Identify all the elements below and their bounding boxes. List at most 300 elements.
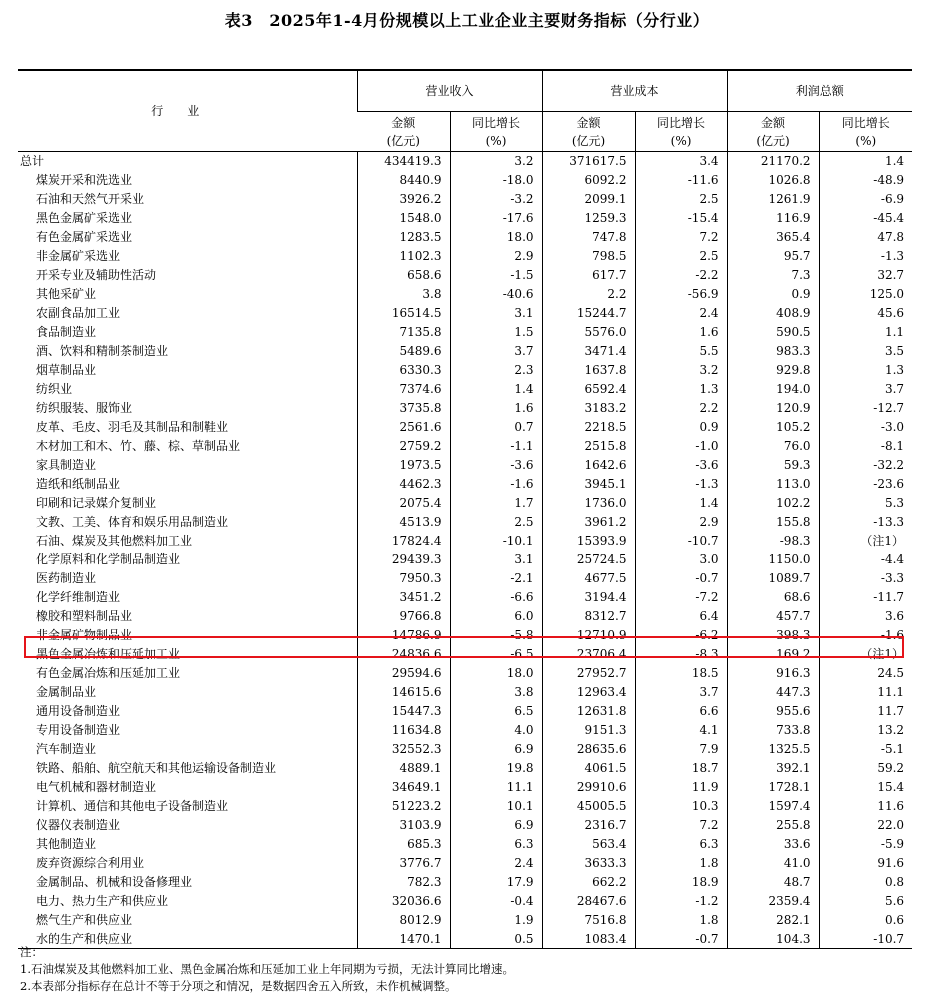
industry-cell: 废弃资源综合利用业 (36, 855, 145, 870)
revenue-amount-cell: 32036.6 (357, 891, 450, 910)
cost-growth-cell: 18.7 (635, 759, 727, 778)
industry-cell: 文教、工美、体育和娱乐用品制造业 (36, 514, 229, 529)
cost-growth-cell: 6.4 (635, 607, 727, 626)
cost-amount-cell: 1083.4 (542, 929, 635, 948)
profit-amount-cell: 1261.9 (727, 190, 819, 209)
cost-growth-cell: -6.2 (635, 626, 727, 645)
cost-amount-cell: 1637.8 (542, 360, 635, 379)
profit-growth-cell: -11.7 (819, 588, 912, 607)
table-row (18, 474, 912, 493)
cost-amount-cell: 3961.2 (542, 512, 635, 531)
profit-growth-cell: 3.5 (819, 342, 912, 361)
profit-growth-cell: 3.7 (819, 379, 912, 398)
revenue-amount-cell: 4889.1 (357, 759, 450, 778)
revenue-amount-cell: 14615.6 (357, 683, 450, 702)
industry-cell: 家具制造业 (36, 457, 97, 472)
revenue-amount-cell: 34649.1 (357, 777, 450, 796)
profit-growth-cell: -1.6 (819, 626, 912, 645)
revenue-amount-cell: 7374.6 (357, 379, 450, 398)
revenue-amount-cell: 2759.2 (357, 436, 450, 455)
profit-amount-cell: 48.7 (727, 872, 819, 891)
profit-amount-cell: 590.5 (727, 323, 819, 342)
cost-amount-cell: 6592.4 (542, 379, 635, 398)
table-row (18, 304, 912, 323)
cost-amount-cell: 45005.5 (542, 796, 635, 815)
profit-growth-cell: -8.1 (819, 436, 912, 455)
table-row (18, 607, 912, 626)
revenue-amount-cell: 2561.6 (357, 417, 450, 436)
cost-amount-cell: 15393.9 (542, 531, 635, 550)
cost-amount-cell: 3945.1 (542, 474, 635, 493)
industry-cell: 纺织服装、服饰业 (36, 400, 133, 415)
industry-cell: 电气机械和器材制造业 (36, 779, 157, 794)
table-row (18, 417, 912, 436)
cost-amount-cell: 1642.6 (542, 455, 635, 474)
revenue-amount-cell: 14786.9 (357, 626, 450, 645)
industry-cell: 电力、热力生产和供应业 (36, 893, 169, 908)
cost-growth-cell: 1.8 (635, 853, 727, 872)
profit-growth-cell: 32.7 (819, 266, 912, 285)
footnote-2: 2.本表部分指标存在总计不等于分项之和情况，是数据四舍五入所致，未作机械调整。 (20, 979, 457, 993)
table-row (18, 853, 912, 872)
revenue-growth-cell: -40.6 (450, 285, 542, 304)
table-row (18, 796, 912, 815)
profit-amount-cell: 1089.7 (727, 569, 819, 588)
table-row (18, 664, 912, 683)
cost-amount-cell: 2.2 (542, 285, 635, 304)
revenue-amount-cell: 29594.6 (357, 664, 450, 683)
cost-amount-header: 金额 (亿元) (542, 112, 635, 152)
profit-amount-cell: 457.7 (727, 607, 819, 626)
profit-amount-cell: 0.9 (727, 285, 819, 304)
industry-cell: 食品制造业 (36, 325, 97, 340)
cost-amount-cell: 2099.1 (542, 190, 635, 209)
profit-growth-cell: 1.1 (819, 323, 912, 342)
revenue-amount-cell: 3735.8 (357, 398, 450, 417)
revenue-amount-cell: 51223.2 (357, 796, 450, 815)
profit-growth-cell: -1.3 (819, 247, 912, 266)
table-row (18, 342, 912, 361)
industry-cell: 非金属矿采选业 (36, 249, 121, 264)
profit-amount-cell: 104.3 (727, 929, 819, 948)
cost-growth-cell: 18.5 (635, 664, 727, 683)
revenue-amount-cell: 2075.4 (357, 493, 450, 512)
profit-growth-cell: （注1） (819, 645, 912, 664)
industry-cell: 有色金属矿采选业 (36, 230, 133, 245)
industry-cell: 石油、煤炭及其他燃料加工业 (36, 533, 193, 548)
cost-amount-cell: 23706.4 (542, 645, 635, 664)
table-row (18, 455, 912, 474)
cost-growth-header: 同比增长 (%) (635, 112, 727, 152)
profit-amount-cell: 929.8 (727, 360, 819, 379)
industry-cell: 水的生产和供应业 (18, 929, 357, 948)
cost-growth-cell: 2.2 (635, 398, 727, 417)
cost-growth-cell: -0.7 (635, 929, 727, 948)
revenue-amount-cell: 24836.6 (357, 645, 450, 664)
industry-cell: 医药制造业 (36, 571, 97, 586)
profit-amount-cell: 95.7 (727, 247, 819, 266)
cost-growth-cell: -3.6 (635, 455, 727, 474)
industry-cell: 专用设备制造业 (36, 723, 121, 738)
profit-amount-cell: 392.1 (727, 759, 819, 778)
profit-amount-cell: 33.6 (727, 834, 819, 853)
profit-growth-header: 同比增长 (%) (819, 112, 912, 152)
revenue-amount-cell: 11634.8 (357, 721, 450, 740)
revenue-amount-cell: 3451.2 (357, 588, 450, 607)
revenue-amount-cell: 32552.3 (357, 740, 450, 759)
table-row (18, 759, 912, 778)
profit-group-header: 利润总额 (727, 70, 912, 112)
profit-growth-cell: -5.9 (819, 834, 912, 853)
cost-growth-cell: -11.6 (635, 171, 727, 190)
table-row (18, 171, 912, 190)
revenue-growth-cell: -5.8 (450, 626, 542, 645)
footnote-1: 1.石油煤炭及其他燃料加工业、黑色金属冶炼和压延加工业上年同期为亏损，无法计算同比增速。 (20, 962, 514, 976)
footnotes (20, 944, 514, 995)
industry-cell: 烟草制品业 (36, 362, 97, 377)
cost-growth-cell: 5.5 (635, 342, 727, 361)
cost-amount-cell: 29910.6 (542, 777, 635, 796)
cost-growth-cell: -10.7 (635, 531, 727, 550)
industry-cell: 仪器仪表制造业 (36, 817, 121, 832)
table-row (18, 645, 912, 664)
cost-amount-cell: 12710.9 (542, 626, 635, 645)
cost-amount-cell: 28467.6 (542, 891, 635, 910)
cost-growth-cell: 2.9 (635, 512, 727, 531)
table-row (18, 740, 912, 759)
revenue-amount-cell: 8440.9 (357, 171, 450, 190)
revenue-growth-cell: 3.2 (450, 152, 542, 171)
revenue-amount-cell: 1470.1 (357, 929, 450, 948)
table-row (18, 872, 912, 891)
cost-amount-cell: 4677.5 (542, 569, 635, 588)
cost-amount-cell: 2218.5 (542, 417, 635, 436)
revenue-growth-cell: 6.9 (450, 740, 542, 759)
revenue-growth-cell: 3.1 (450, 550, 542, 569)
profit-growth-cell: -5.1 (819, 740, 912, 759)
revenue-growth-cell: 1.4 (450, 379, 542, 398)
cost-growth-cell: 3.7 (635, 683, 727, 702)
profit-amount-cell: 120.9 (727, 398, 819, 417)
profit-amount-cell: 447.3 (727, 683, 819, 702)
revenue-growth-cell: 6.0 (450, 607, 542, 626)
revenue-growth-cell: 10.1 (450, 796, 542, 815)
revenue-growth-cell: 4.0 (450, 721, 542, 740)
revenue-growth-cell: -6.6 (450, 588, 542, 607)
cost-growth-cell: -1.0 (635, 436, 727, 455)
revenue-amount-cell: 9766.8 (357, 607, 450, 626)
cost-amount-cell: 3471.4 (542, 342, 635, 361)
revenue-amount-cell: 782.3 (357, 872, 450, 891)
profit-growth-cell: 15.4 (819, 777, 912, 796)
cost-growth-cell: 3.4 (635, 152, 727, 171)
revenue-growth-cell: -1.5 (450, 266, 542, 285)
table-row (18, 721, 912, 740)
table-row (18, 190, 912, 209)
profit-amount-cell: 733.8 (727, 721, 819, 740)
table-row (18, 531, 912, 550)
table-row (18, 588, 912, 607)
table-row (18, 323, 912, 342)
industry-cell: 其他制造业 (36, 836, 97, 851)
cost-amount-cell: 371617.5 (542, 152, 635, 171)
profit-amount-cell: 21170.2 (727, 152, 819, 171)
table-row (18, 891, 912, 910)
revenue-amount-cell: 685.3 (357, 834, 450, 853)
revenue-growth-cell: 19.8 (450, 759, 542, 778)
revenue-amount-cell: 1973.5 (357, 455, 450, 474)
industry-cell: 开采专业及辅助性活动 (36, 268, 157, 283)
cost-amount-cell: 25724.5 (542, 550, 635, 569)
industry-cell: 造纸和纸制品业 (36, 476, 121, 491)
profit-growth-cell: -12.7 (819, 398, 912, 417)
cost-amount-cell: 1736.0 (542, 493, 635, 512)
profit-amount-cell: 116.9 (727, 209, 819, 228)
profit-growth-cell: 45.6 (819, 304, 912, 323)
cost-amount-cell: 15244.7 (542, 304, 635, 323)
profit-amount-cell: 1597.4 (727, 796, 819, 815)
table-row (18, 626, 912, 645)
revenue-growth-cell: 18.0 (450, 228, 542, 247)
revenue-amount-cell: 4513.9 (357, 512, 450, 531)
cost-growth-cell: -56.9 (635, 285, 727, 304)
table-row (18, 266, 912, 285)
cost-amount-cell: 2515.8 (542, 436, 635, 455)
profit-growth-cell: 47.8 (819, 228, 912, 247)
revenue-amount-cell: 1102.3 (357, 247, 450, 266)
revenue-amount-cell: 7135.8 (357, 323, 450, 342)
table-row (18, 285, 912, 304)
profit-growth-cell: 1.4 (819, 152, 912, 171)
cost-growth-cell: -0.7 (635, 569, 727, 588)
industry-cell: 石油和天然气开采业 (36, 192, 145, 207)
profit-growth-cell: -3.3 (819, 569, 912, 588)
profit-amount-cell: -98.3 (727, 531, 819, 550)
cost-growth-cell: 3.2 (635, 360, 727, 379)
profit-amount-cell: 68.6 (727, 588, 819, 607)
cost-growth-cell: 7.9 (635, 740, 727, 759)
table-title: 表3 2025年1-4月份规模以上工业企业主要财务指标（分行业） (224, 11, 710, 30)
profit-growth-cell: 3.6 (819, 607, 912, 626)
cost-amount-cell: 28635.6 (542, 740, 635, 759)
profit-growth-cell: 0.8 (819, 872, 912, 891)
industry-cell: 煤炭开采和洗选业 (36, 173, 133, 188)
cost-growth-cell: 2.4 (635, 304, 727, 323)
cost-amount-cell: 1259.3 (542, 209, 635, 228)
revenue-growth-cell: -0.4 (450, 891, 542, 910)
cost-growth-cell: 1.4 (635, 493, 727, 512)
cost-growth-cell: 1.6 (635, 323, 727, 342)
industry-cell: 酒、饮料和精制茶制造业 (36, 344, 169, 358)
revenue-growth-cell: 3.1 (450, 304, 542, 323)
profit-growth-cell: -23.6 (819, 474, 912, 493)
cost-growth-cell: -15.4 (635, 209, 727, 228)
cost-growth-cell: 6.6 (635, 702, 727, 721)
revenue-amount-cell: 1283.5 (357, 228, 450, 247)
industry-cell: 印刷和记录媒介复制业 (36, 495, 157, 510)
table-body (18, 152, 912, 949)
industry-cell: 其他采矿业 (36, 287, 97, 302)
cost-amount-cell: 27952.7 (542, 664, 635, 683)
cost-growth-cell: 2.5 (635, 190, 727, 209)
profit-growth-cell: -4.4 (819, 550, 912, 569)
revenue-amount-cell: 15447.3 (357, 702, 450, 721)
industry-cell: 通用设备制造业 (36, 704, 121, 719)
cost-growth-cell: 4.1 (635, 721, 727, 740)
revenue-group-header: 营业收入 (357, 70, 542, 112)
industry-cell: 农副食品加工业 (36, 306, 121, 321)
cost-growth-cell: -8.3 (635, 645, 727, 664)
cost-amount-cell: 7516.8 (542, 910, 635, 929)
cost-growth-cell: 3.0 (635, 550, 727, 569)
revenue-amount-cell: 16514.5 (357, 304, 450, 323)
revenue-amount-cell: 6330.3 (357, 360, 450, 379)
table-row (18, 550, 912, 569)
revenue-growth-cell: 17.9 (450, 872, 542, 891)
profit-amount-cell: 7.3 (727, 266, 819, 285)
cost-growth-cell: 7.2 (635, 815, 727, 834)
revenue-amount-cell: 3776.7 (357, 853, 450, 872)
revenue-growth-cell: -3.2 (450, 190, 542, 209)
revenue-growth-cell: 3.7 (450, 342, 542, 361)
profit-amount-cell: 194.0 (727, 379, 819, 398)
industry-cell: 金属制品业 (36, 685, 97, 700)
revenue-amount-cell: 3.8 (357, 285, 450, 304)
profit-growth-cell: （注1） (819, 531, 912, 550)
financial-indicators-table (18, 69, 912, 949)
profit-amount-cell: 113.0 (727, 474, 819, 493)
industry-cell: 计算机、通信和其他电子设备制造业 (36, 798, 229, 813)
profit-growth-cell: 91.6 (819, 853, 912, 872)
cost-growth-cell: -1.2 (635, 891, 727, 910)
revenue-growth-cell: 11.1 (450, 777, 542, 796)
revenue-amount-cell: 17824.4 (357, 531, 450, 550)
profit-growth-cell: -10.7 (819, 929, 912, 948)
profit-growth-cell: -6.9 (819, 190, 912, 209)
table-row (18, 228, 912, 247)
revenue-growth-cell: -1.6 (450, 474, 542, 493)
profit-amount-cell: 282.1 (727, 910, 819, 929)
industry-cell: 金属制品、机械和设备修理业 (36, 874, 193, 889)
revenue-growth-cell: 2.3 (450, 360, 542, 379)
revenue-growth-cell: 6.5 (450, 702, 542, 721)
profit-growth-cell: 1.3 (819, 360, 912, 379)
industry-cell: 汽车制造业 (36, 742, 97, 757)
revenue-growth-cell: 1.5 (450, 323, 542, 342)
profit-amount-cell: 2359.4 (727, 891, 819, 910)
profit-growth-cell: -48.9 (819, 171, 912, 190)
revenue-amount-header: 金额 (亿元) (357, 112, 450, 152)
footnote-label: 注： (20, 945, 43, 959)
profit-growth-cell: 5.6 (819, 891, 912, 910)
table-row (18, 777, 912, 796)
revenue-amount-cell: 7950.3 (357, 569, 450, 588)
table-row (18, 436, 912, 455)
revenue-growth-cell: 2.5 (450, 512, 542, 531)
profit-amount-cell: 76.0 (727, 436, 819, 455)
cost-amount-cell: 12963.4 (542, 683, 635, 702)
revenue-growth-cell: -2.1 (450, 569, 542, 588)
table-row (18, 512, 912, 531)
revenue-growth-cell: -3.6 (450, 455, 542, 474)
industry-cell: 燃气生产和供应业 (36, 912, 133, 927)
cost-amount-cell: 563.4 (542, 834, 635, 853)
profit-amount-cell: 365.4 (727, 228, 819, 247)
industry-cell: 木材加工和木、竹、藤、棕、草制品业 (36, 438, 241, 453)
revenue-growth-cell: 3.8 (450, 683, 542, 702)
table-row (18, 360, 912, 379)
cost-amount-cell: 798.5 (542, 247, 635, 266)
table-row (18, 569, 912, 588)
profit-amount-cell: 408.9 (727, 304, 819, 323)
profit-growth-cell: 13.2 (819, 721, 912, 740)
profit-amount-cell: 169.2 (727, 645, 819, 664)
table-row (18, 493, 912, 512)
profit-amount-cell: 1325.5 (727, 740, 819, 759)
revenue-growth-header: 同比增长 (%) (450, 112, 542, 152)
revenue-amount-cell: 434419.3 (357, 152, 450, 171)
table-row (18, 247, 912, 266)
revenue-amount-cell: 1548.0 (357, 209, 450, 228)
cost-amount-cell: 4061.5 (542, 759, 635, 778)
industry-cell: 化学纤维制造业 (36, 590, 121, 605)
profit-amount-header: 金额 (亿元) (727, 112, 819, 152)
table-row (18, 702, 912, 721)
profit-growth-cell: 0.6 (819, 910, 912, 929)
table-row (18, 398, 912, 417)
revenue-growth-cell: 2.4 (450, 853, 542, 872)
revenue-amount-cell: 3103.9 (357, 815, 450, 834)
table-row (18, 910, 912, 929)
table-row (18, 209, 912, 228)
cost-growth-cell: 0.9 (635, 417, 727, 436)
revenue-growth-cell: 1.7 (450, 493, 542, 512)
profit-amount-cell: 102.2 (727, 493, 819, 512)
revenue-amount-cell: 5489.6 (357, 342, 450, 361)
profit-amount-cell: 105.2 (727, 417, 819, 436)
cost-amount-cell: 9151.3 (542, 721, 635, 740)
profit-growth-cell: 11.7 (819, 702, 912, 721)
revenue-amount-cell: 4462.3 (357, 474, 450, 493)
industry-cell: 黑色金属冶炼和压延加工业 (36, 647, 181, 662)
profit-amount-cell: 1728.1 (727, 777, 819, 796)
revenue-amount-cell: 29439.3 (357, 550, 450, 569)
profit-growth-cell: 5.3 (819, 493, 912, 512)
profit-growth-cell: 22.0 (819, 815, 912, 834)
cost-amount-cell: 3633.3 (542, 853, 635, 872)
cost-growth-cell: 2.5 (635, 247, 727, 266)
profit-growth-cell: 11.1 (819, 683, 912, 702)
revenue-growth-cell: -18.0 (450, 171, 542, 190)
industry-cell: 橡胶和塑料制品业 (36, 609, 133, 624)
industry-cell: 非金属矿物制品业 (36, 628, 133, 643)
revenue-growth-cell: -1.1 (450, 436, 542, 455)
revenue-growth-cell: -17.6 (450, 209, 542, 228)
revenue-amount-cell: 8012.9 (357, 910, 450, 929)
revenue-growth-cell: 1.6 (450, 398, 542, 417)
industry-cell: 总计 (20, 154, 45, 169)
cost-growth-cell: 11.9 (635, 777, 727, 796)
industry-cell: 黑色金属矿采选业 (36, 211, 133, 226)
cost-amount-cell: 8312.7 (542, 607, 635, 626)
profit-growth-cell: 125.0 (819, 285, 912, 304)
cost-growth-cell: 18.9 (635, 872, 727, 891)
revenue-growth-cell: -6.5 (450, 645, 542, 664)
cost-amount-cell: 3183.2 (542, 398, 635, 417)
cost-growth-cell: 7.2 (635, 228, 727, 247)
profit-growth-cell: -3.0 (819, 417, 912, 436)
cost-amount-cell: 12631.8 (542, 702, 635, 721)
